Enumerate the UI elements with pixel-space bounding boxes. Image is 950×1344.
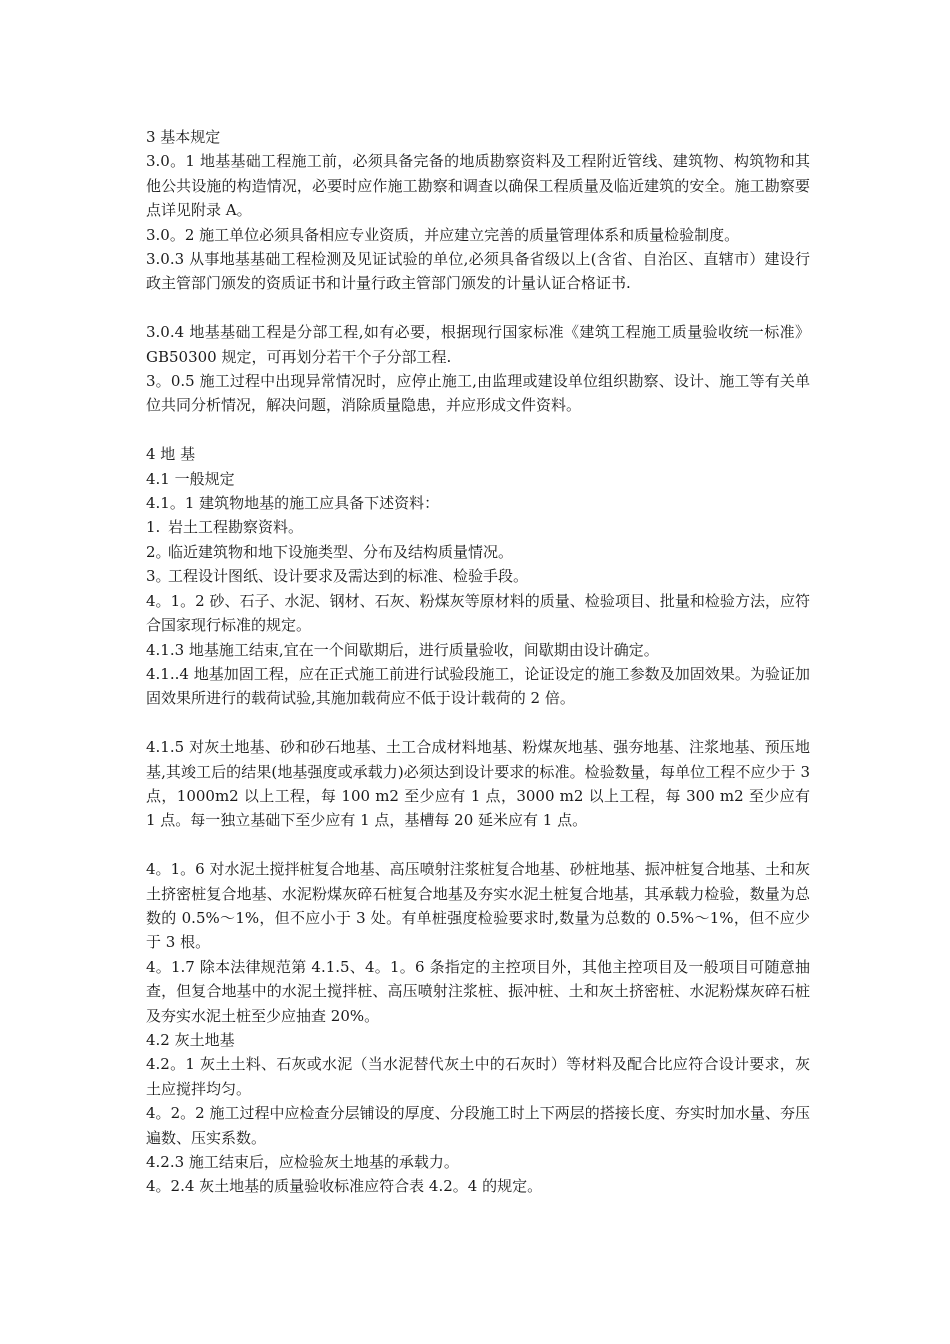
document-page [146, 125, 810, 1199]
clause-3-0-5: 3。0.5 施工过程中出现异常情况时，应停止施工,由监理或建设单位组织勘察、设计、施工等有关单位共同分析情况，解决问题，消除质量隐患，并应形成文件资料。 [146, 372, 810, 415]
clause-4-1-2: 4。1。2 砂、石子、水泥、钢材、石灰、粉煤灰等原材料的质量、检验项目、批量和检验方法，应符合国家现行标准的规定。 [146, 591, 810, 635]
list-item-number: 2。 [146, 542, 171, 561]
section-4-heading: 4 地 基 [146, 445, 196, 464]
list-item [146, 564, 810, 588]
list-item-number: 3。 [146, 567, 171, 586]
clause-4-1-5: 4.1.5 对灰土地基、砂和砂石地基、土工合成材料地基、粉煤灰地基、强夯地基、注浆地基、预压地基,其竣工后的结果(地基强度或承载力)必须达到设计要求的标准。检验数量，每单位工程不应少于 3 点，1000m2 以上工程，每 100 m2 至少应有 1 点，3000 m2 以上工程，每 300 m2 至少应有 1 点。每一独立基础下至少应有 1 点，基槽每 20 延米应有 1 点。 [146, 738, 810, 830]
clause-4-1-3: 4.1.3 地基施工结束,宜在一个间歇期后，进行质量验收，间歇期由设计确定。 [146, 640, 659, 659]
clause-3-0-3: 3.0.3 从事地基基础工程检测及见证试验的单位,必须具备省级以上(含省、自治区、直辖市）建设行政主管部门颁发的资质证书和计量行政主管部门颁发的计量认证合格证书. [146, 250, 810, 293]
spacer [146, 296, 810, 320]
list-item [146, 540, 810, 564]
section-3-heading: 3 基本规定 [146, 128, 221, 146]
spacer [146, 711, 810, 735]
clause-4-2-3: 4.2.3 施工结束后，应检验灰土地基的承载力。 [146, 1153, 459, 1171]
clause-4-2-2: 4。2。2 施工过程中应检查分层铺设的厚度、分段施工时上下两层的搭接长度、夯实时加水量、夯压遍数、压实系数。 [146, 1104, 810, 1147]
clause-4-1-6: 4。1。6 对水泥土搅拌桩复合地基、高压喷射注浆桩复合地基、砂桩地基、振冲桩复合地基、土和灰土挤密桩复合地基、水泥粉煤灰碎石桩复合地基及夯实水泥土桩复合地基，其承载力检验，数量为总数的 0.5%～1%，但不应小于 3 处。有单桩强度检验要求时,数量为总数的 0.5%～1%，但不应少于 3 根。 [146, 860, 810, 952]
list-item [146, 515, 810, 539]
clause-4-1-1: 4.1。1 建筑物地基的施工应具备下述资料： [146, 494, 440, 513]
list-item-text: 临近建筑物和地下设施类型、分布及结构质量情况。 [168, 542, 514, 561]
spacer [146, 833, 810, 857]
section-4-1-heading: 4.1 一般规定 [146, 469, 235, 488]
clause-3-0-1: 3.0。1 地基基础工程施工前，必须具备完备的地质勘察资料及工程附近管线、建筑物、构筑物和其他公共设施的构造情况，必要时应作施工勘察和调查以确保工程质量及临近建筑的安全。施工勘察要点详见附录 A。 [146, 152, 810, 220]
section-4-2-heading: 4.2 灰土地基 [146, 1030, 235, 1049]
list-item-number: 1. [146, 518, 161, 537]
clause-4-2-1: 4.2。1 灰土土料、石灰或水泥（当水泥替代灰土中的石灰时）等材料及配合比应符合设计要求，灰土应搅拌均匀。 [146, 1055, 810, 1098]
clause-4-2-4: 4。2.4 灰土地基的质量验收标准应符合表 4.2。4 的规定。 [146, 1177, 543, 1196]
clause-3-0-2: 3.0。2 施工单位必须具备相应专业资质，并应建立完善的质量管理体系和质量检验制度。 [146, 225, 740, 244]
list-item-text: 工程设计图纸、设计要求及需达到的标准、检验手段。 [168, 567, 529, 586]
clause-3-0-4: 3.0.4 地基基础工程是分部工程,如有必要，根据现行国家标准《建筑工程施工质量验收统一标准》GB50300 规定，可再划分若干个子分部工程. [146, 323, 810, 366]
spacer [146, 418, 810, 442]
clause-4-1-4: 4.1..4 地基加固工程，应在正式施工前进行试验段施工，论证设定的施工参数及加固效果。为验证加固效果所进行的载荷试验,其施加载荷应不低于设计载荷的 2 倍。 [146, 664, 810, 708]
list-item-text: 岩土工程勘察资料。 [168, 518, 304, 537]
clause-4-1-7: 4。1.7 除本法律规范第 4.1.5、4。1。6 条指定的主控项目外，其他主控项目及一般项目可随意抽查，但复合地基中的水泥土搅拌桩、高压喷射注浆桩、振冲桩、土和灰土挤密桩、水泥粉煤灰碎石桩及夯实水泥土桩至少应抽查 20%。 [146, 957, 810, 1025]
